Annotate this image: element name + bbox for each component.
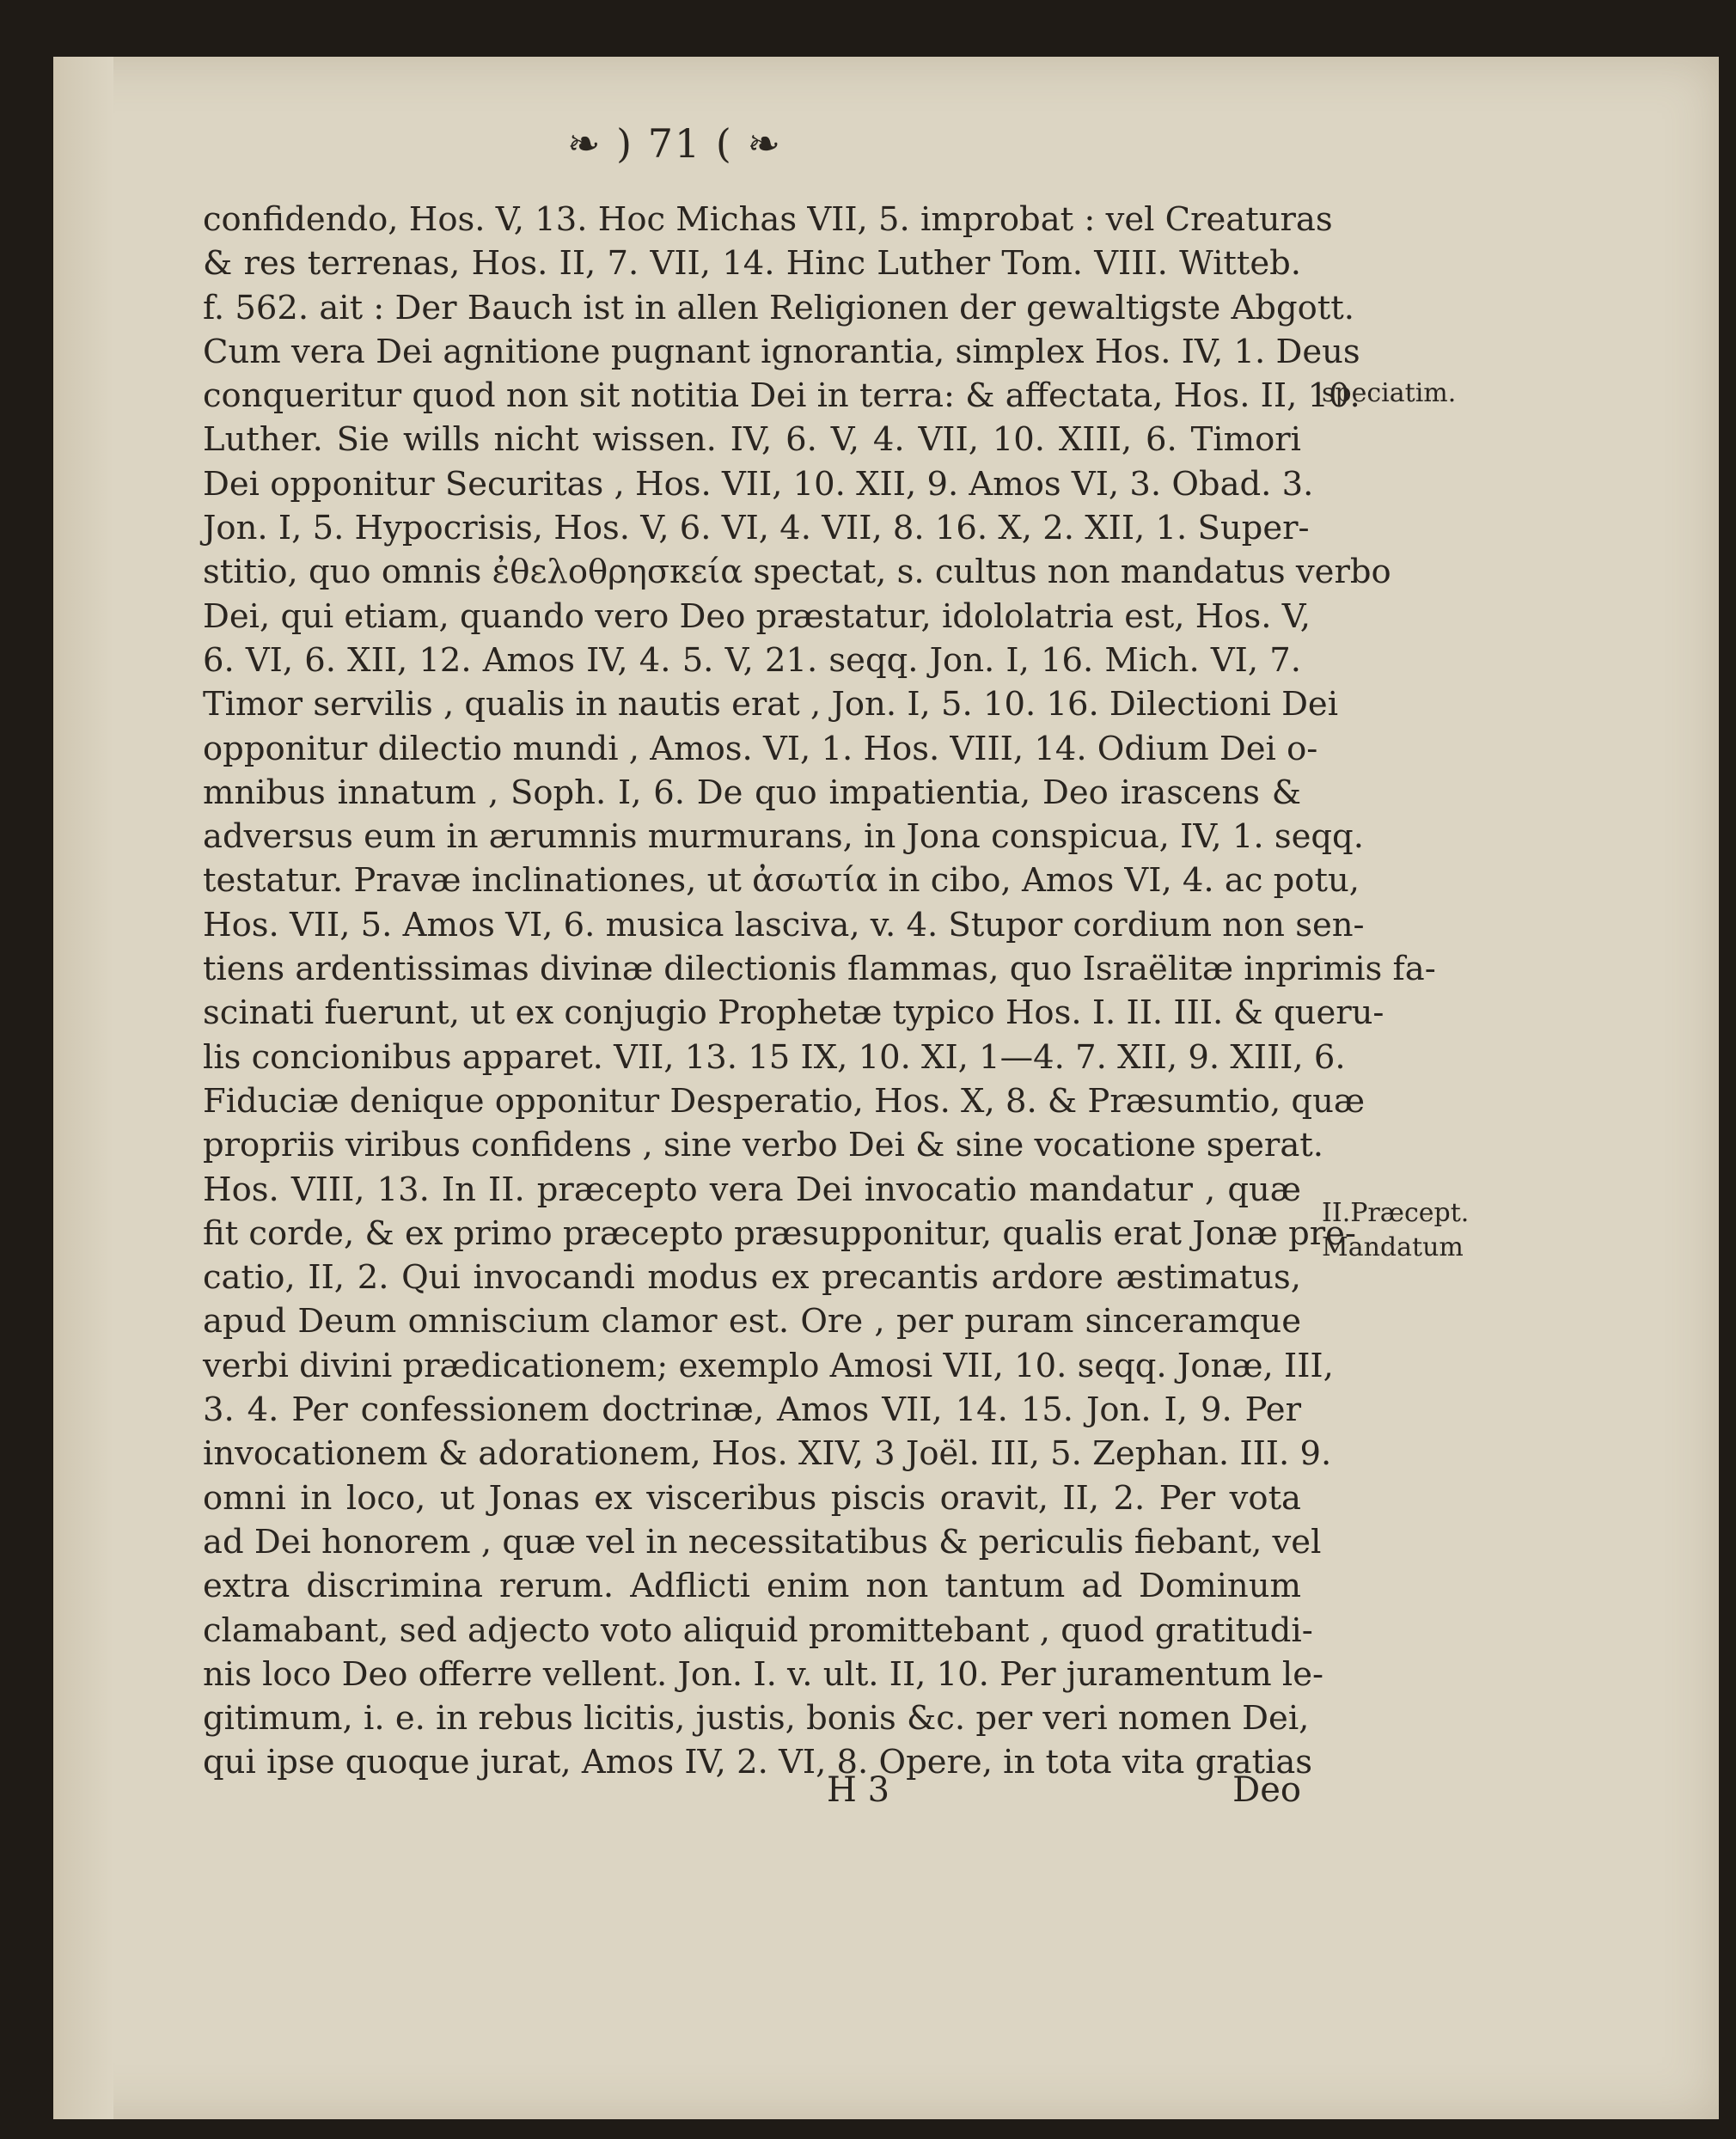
text-line: Hos. VIII, 13. In II. præcepto vera Dei invocatio mandatur , quæ (203, 1170, 1301, 1209)
margin-note-speciatim: speciatim. (1322, 378, 1457, 408)
text-line: clamabant, sed adjecto voto aliquid promittebant , quod gratitudi- (203, 1610, 1313, 1650)
text-line: lis concionibus apparet. VII, 13. 15 IX, 10. XI, 1—4. 7. XII, 9. XIII, 6. (203, 1037, 1346, 1077)
text-line: Fiduciæ denique opponitur Desperatio, Hos. X, 8. & Præsumtio, quæ (203, 1081, 1366, 1121)
text-line: confidendo, Hos. V, 13. Hoc Michas VII, 5. improbat : vel Creaturas (203, 200, 1333, 239)
page-gutter (53, 57, 113, 2119)
text-line: omni in loco, ut Jonas ex visceribus piscis oravit, II, 2. Per vota (203, 1478, 1301, 1518)
text-line: apud Deum omniscium clamor est. Ore , per puram sinceramque (203, 1302, 1301, 1341)
text-line: Cum vera Dei agnitione pugnant ignorantia, simplex Hos. IV, 1. Deus (203, 332, 1360, 371)
text-line: stitio, quo omnis ἐθελοθρησκεία spectat, s. cultus non mandatus verbo (203, 553, 1391, 592)
text-line: Jon. I, 5. Hypocrisis, Hos. V, 6. VI, 4. VII, 8. 16. X, 2. XII, 1. Super- (203, 509, 1310, 548)
text-line: ad Dei honorem , quæ vel in necessitatibus & periculis fiebant, vel (203, 1522, 1322, 1561)
text-line: nis loco Deo offerre vellent. Jon. I. v. ult. II, 10. Per juramentum le- (203, 1654, 1324, 1694)
text-line: mnibus innatum , Soph. I, 6. De quo impatientia, Deo irascens & (203, 773, 1301, 812)
text-line: 6. VI, 6. XII, 12. Amos IV, 4. 5. V, 21. seqq. Jon. I, 16. Mich. VI, 7. (203, 640, 1301, 680)
text-line: opponitur dilectio mundi , Amos. VI, 1. Hos. VIII, 14. Odium Dei o- (203, 729, 1318, 768)
text-line: Luther. Sie wills nicht wissen. IV, 6. V, 4. VII, 10. XIII, 6. Timori (203, 420, 1301, 460)
text-line: f. 562. ait : Der Bauch ist in allen Religionen der gewaltigste Abgott. (203, 288, 1354, 327)
text-line: verbi divini prædicationem; exemplo Amosi VII, 10. seqq. Jonæ, III, (203, 1346, 1334, 1385)
text-line: fit corde, & ex primo præcepto præsupponitur, qualis erat Jonæ pre- (203, 1213, 1356, 1253)
text-line: Dei opponitur Securitas , Hos. VII, 10. XII, 9. Amos VI, 3. Obad. 3. (203, 464, 1314, 504)
text-line: conqueritur quod non sit notitia Dei in terra: & affectata, Hos. II, 10. (203, 376, 1360, 416)
page-footer (203, 1770, 1301, 1815)
text-line: adversus eum in ærumnis murmurans, in Jona conspicua, IV, 1. seqq. (203, 817, 1364, 857)
text-line: Timor servilis , qualis in nautis erat , Jon. I, 5. 10. 16. Dilectioni Dei (203, 685, 1339, 724)
margin-note-praecept: II.Præcept. (1322, 1198, 1470, 1228)
text-line: testatur. Pravæ inclinationes, ut ἀσωτία in cibo, Amos VI, 4. ac potu, (203, 861, 1360, 901)
text-line: tiens ardentissimas divinæ dilectionis flammas, quo Israëlitæ inprimis fa- (203, 950, 1436, 989)
text-line: scinati fuerunt, ut ex conjugio Prophetæ typico Hos. I. II. III. & queru- (203, 993, 1385, 1033)
catchword: Deo (1232, 1770, 1301, 1810)
text-line: gitimum, i. e. in rebus licitis, justis, bonis &c. per veri nomen Dei, (203, 1699, 1310, 1739)
text-line: catio, II, 2. Qui invocandi modus ex precantis ardore æstimatus, (203, 1258, 1301, 1298)
text-line: qui ipse quoque jurat, Amos IV, 2. VI, 8. Opere, in tota vita gratias (203, 1743, 1313, 1782)
text-line: invocationem & adorationem, Hos. XIV, 3 Joël. III, 5. Zephan. III. 9. (203, 1434, 1332, 1474)
page-header: ❧ ) 71 ( ❧ (567, 120, 782, 167)
text-line: extra discrimina rerum. Adflicti enim non tantum ad Dominum (203, 1567, 1301, 1606)
margin-note-mandatum: Mandatum (1322, 1232, 1464, 1262)
signature-mark: H 3 (827, 1770, 890, 1810)
text-line: & res terrenas, Hos. II, 7. VII, 14. Hinc Luther Tom. VIII. Witteb. (203, 244, 1301, 284)
text-line: 3. 4. Per confessionem doctrinæ, Amos VII, 14. 15. Jon. I, 9. Per (203, 1390, 1301, 1430)
text-line: propriis viribus confidens , sine verbo Dei & sine vocatione sperat. (203, 1126, 1323, 1165)
text-line: Hos. VII, 5. Amos VI, 6. musica lasciva, v. 4. Stupor cordium non sen- (203, 905, 1365, 944)
text-line: Dei, qui etiam, quando vero Deo præstatur, idololatria est, Hos. V, (203, 596, 1311, 636)
